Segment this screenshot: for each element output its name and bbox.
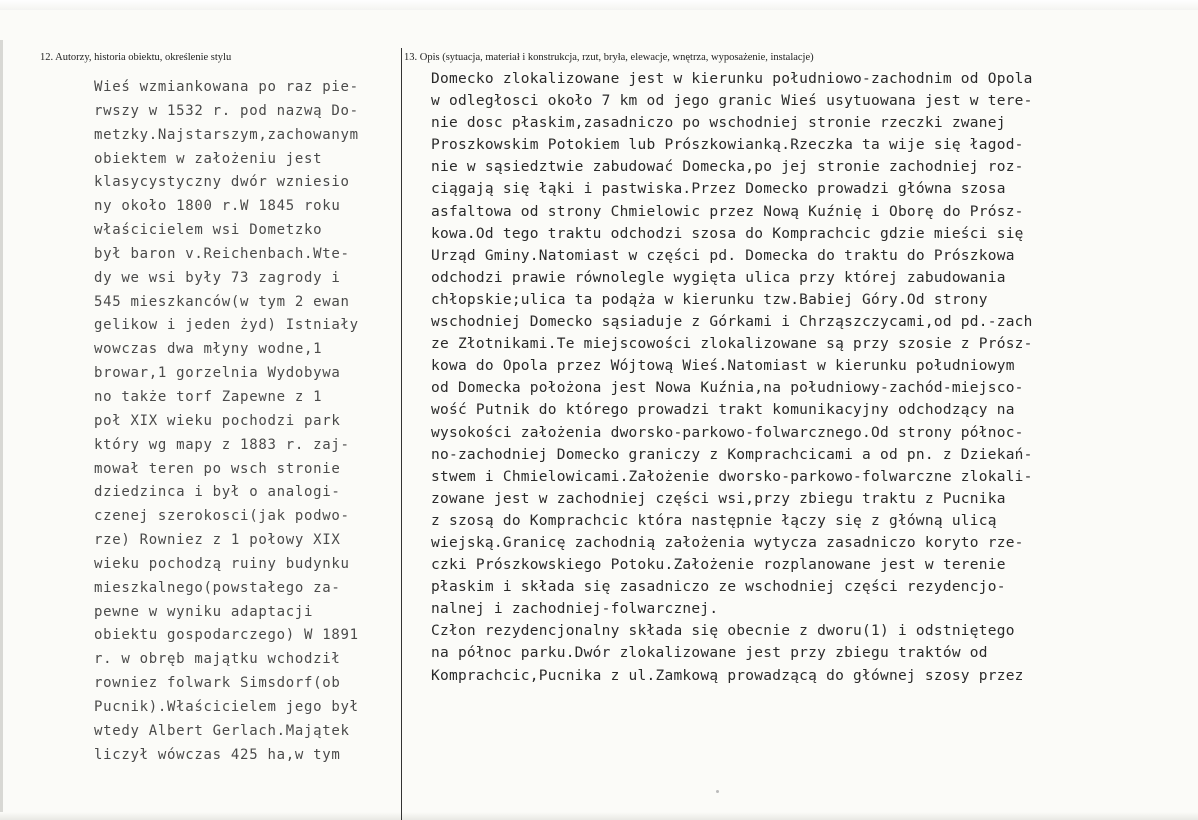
text-line: z szosą do Komprachcic która następnie łączy się z główną ulicą <box>431 512 997 529</box>
text-line: nie dosc płaskim,zasadniczo po wschodniej stronie rzeczki zwanej <box>431 115 1006 132</box>
text-line: 545 mieszkanców(w tym 2 ewan <box>94 293 350 310</box>
text-line: Człon rezydencjonalny składa się obecnie z dworu(1) i odstniętego <box>431 623 1015 640</box>
text-line: rze) Rowniez z 1 połowy XIX <box>94 532 341 549</box>
text-line: kowa do Opola przez Wójtową Wieś.Natomiast w kierunku południowym <box>431 358 1015 375</box>
text-line: chłopskie;ulica ta podąża w kierunku tzw.Babiej Góry.Od strony <box>431 291 988 308</box>
text-line: Komprachcic,Pucnika z ul.Zamkową prowadzącą do głównej szosy przez <box>431 667 1024 684</box>
text-line: r. w obręb majątku wchodził <box>94 651 341 668</box>
text-line: wysokości założenia dworsko-parkowo-folwarcznego.Od strony północ- <box>431 424 1024 441</box>
section-13-header: 13. Opis (sytuacja, materiał i konstrukcja, rzut, bryła, elewacje, wnętrza, wyposażenie, instalacje) <box>404 52 814 63</box>
text-line: ny około 1800 r.W 1845 roku <box>94 198 341 215</box>
page-bottom-edge <box>0 812 1198 820</box>
text-line: browar,1 gorzelnia Wydobywa <box>94 365 341 382</box>
text-line: rwszy w 1532 r. pod nazwą Do- <box>94 102 359 119</box>
text-line: mieszkalnego(powstałego za- <box>94 579 341 596</box>
text-line: od Domecka położona jest Nowa Kuźnia,na południowy-zachód-miejsco- <box>431 380 1024 397</box>
text-line: wość Putnik do którego prowadzi trakt komunikacyjny odchodzący na <box>431 402 1015 419</box>
text-line: płaskim i składa się zasadniczo ze wschodniej części rezydencjo- <box>431 579 1006 596</box>
text-line: no-zachodniej Domecko graniczy z Komprachcicami a od pn. z Dziekań- <box>431 446 1033 463</box>
text-line: stwem i Chmielowicami.Założenie dworsko-parkowo-folwarczne zlokali- <box>431 468 1033 485</box>
paper-speck <box>716 790 719 793</box>
text-line: właścicielem wsi Dometzko <box>94 222 323 239</box>
text-line: obiektu gospodarczego) W 1891 <box>94 627 359 644</box>
text-line: mował teren po wsch stronie <box>94 460 341 477</box>
text-line: który wg mapy z 1883 r. zaj- <box>94 436 350 453</box>
text-line: rowniez folwark Simsdorf(ob <box>94 675 341 692</box>
text-line: wiejską.Granicę zachodnią założenia wytycza zasadniczo koryto rze- <box>431 534 1024 551</box>
text-line: Proszkowskim Potokiem lub Prószkowianką.Rzeczka ta wije się łagod- <box>431 137 1024 154</box>
text-line: wieku pochodzą ruiny budynku <box>94 555 350 572</box>
text-line: Urząd Gminy.Natomiast w części pd. Domecka do traktu do Prószkowa <box>431 247 1015 264</box>
text-line: asfaltowa od strony Chmielowic przez Nową Kuźnię i Oborę do Prósz- <box>431 203 1024 220</box>
text-line: zowane jest w zachodniej części wsi,przy zbiegu traktu z Pucnika <box>431 490 1006 507</box>
text-line: w odległosci około 7 km od jego granic Wieś usytuowana jest w tere- <box>431 93 1033 110</box>
page-top-edge <box>0 0 1198 10</box>
text-line: liczył wówczas 425 ha,w tym <box>94 746 341 763</box>
text-line: wtedy Albert Gerlach.Majątek <box>94 722 350 739</box>
text-line: no także torf Zapewne z 1 <box>94 388 323 405</box>
text-line: obiektem w założeniu jest <box>94 150 323 167</box>
text-line: gelikow i jeden żyd) Istniały <box>94 317 359 334</box>
text-line: na północ parku.Dwór zlokalizowane jest przy zbiegu traktów od <box>431 645 988 662</box>
text-line: ciągają się łąki i pastwiska.Przez Domecko prowadzi główna szosa <box>431 181 1006 198</box>
text-line: klasycystyczny dwór wzniesio <box>94 174 350 191</box>
section-13-text <box>431 68 1033 687</box>
text-line: kowa.Od tego traktu odchodzi szosa do Komprachcic gdzie mieści się <box>431 225 1024 242</box>
text-line: dziedzinca i był o analogi- <box>94 484 341 501</box>
text-line: czki Prószkowskiego Potoku.Założenie rozplanowane jest w terenie <box>431 557 1006 574</box>
page-left-edge <box>0 40 3 820</box>
text-line: nie w sąsiedztwie zabudować Domecka,po jej stronie zachodniej roz- <box>431 159 1024 176</box>
text-line: dy we wsi były 73 zagrody i <box>94 269 341 286</box>
column-divider <box>401 48 402 820</box>
text-line: był baron v.Reichenbach.Wte- <box>94 245 350 262</box>
text-line: pewne w wyniku adaptacji <box>94 603 314 620</box>
text-line: wowczas dwa młyny wodne,1 <box>94 341 323 358</box>
text-line: Pucnik).Właścicielem jego był <box>94 698 359 715</box>
text-line: wschodniej Domecko sąsiaduje z Górkami i Chrząszczycami,od pd.-zach <box>431 314 1033 331</box>
text-line: Wieś wzmiankowana po raz pie- <box>94 79 359 95</box>
text-line: nalnej i zachodniej-folwarcznej. <box>431 601 719 618</box>
text-line: metzky.Najstarszym,zachowanym <box>94 126 359 143</box>
section-12-header: 12. Autorzy, historia obiektu, określenie stylu <box>40 52 232 63</box>
text-line: poł XIX wieku pochodzi park <box>94 412 341 429</box>
text-line: ze Złotnikami.Te miejscowości zlokalizowane są przy szosie z Prósz- <box>431 336 1033 353</box>
text-line: odchodzi prawie równolegle wygięta ulica przy której zabudowania <box>431 269 1006 286</box>
section-12-text <box>94 76 359 767</box>
text-line: czenej szerokosci(jak podwo- <box>94 508 350 525</box>
text-line: Domecko zlokalizowane jest w kierunku południowo-zachodnim od Opola <box>431 71 1033 87</box>
